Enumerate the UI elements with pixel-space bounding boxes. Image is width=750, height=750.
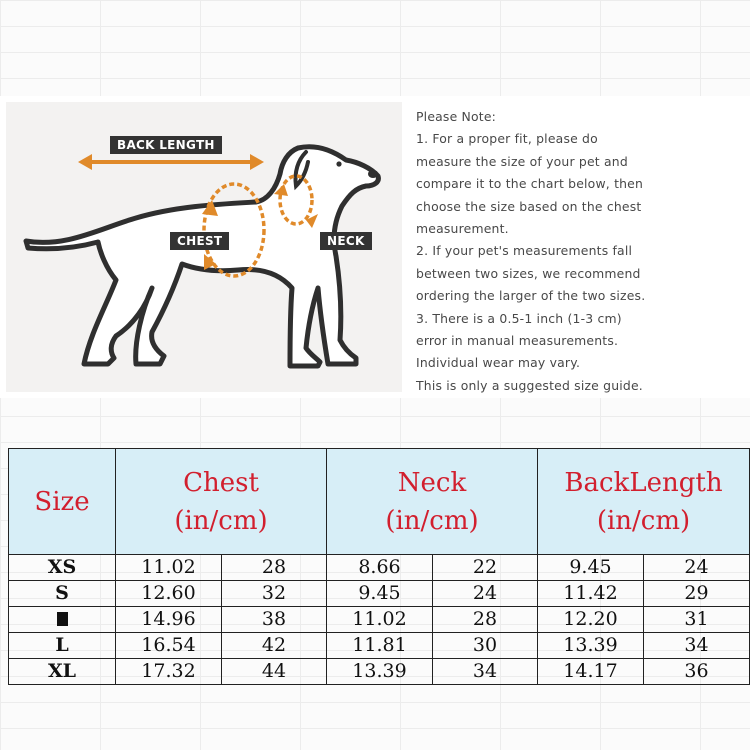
chest-header [116,449,327,555]
back-length-header [538,449,750,555]
neck-cm-cell: 24 [433,581,538,607]
table-row [9,581,750,607]
size-chart-table [8,448,750,685]
neck-in-cell: 11.02 [327,607,433,633]
size-cell: S [9,581,116,607]
note-line: 2. If your pet's measurements fall [416,243,633,259]
note-line: 1. For a proper fit, please do [416,131,598,147]
unreadable-size-glyph-icon [57,612,68,626]
chest-label: CHEST [170,232,229,250]
back-cm-cell: 31 [644,607,750,633]
neck-header-unit: (in/cm) [385,505,479,536]
neck-in-cell: 11.81 [327,633,433,659]
chest-cm-cell: 44 [222,659,327,685]
chest-header-unit: (in/cm) [174,505,268,536]
note-line: measurement. [416,221,509,237]
table-row [9,555,750,581]
size-guide-panel [0,96,750,398]
neck-header-title: Neck [397,467,467,498]
back-cm-cell: 24 [644,555,750,581]
size-cell: XS [9,555,116,581]
neck-label: NECK [320,232,372,250]
chest-in-cell: 12.60 [116,581,222,607]
size-header: Size [9,449,116,555]
neck-in-cell: 9.45 [327,581,433,607]
neck-header [327,449,538,555]
back-in-cell: 12.20 [538,607,644,633]
table-row [9,633,750,659]
chest-cm-cell: 28 [222,555,327,581]
chest-cm-cell: 32 [222,581,327,607]
chest-in-cell: 17.32 [116,659,222,685]
note-line: Individual wear may vary. [416,355,581,371]
back-in-cell: 11.42 [538,581,644,607]
neck-in-cell: 13.39 [327,659,433,685]
back-in-cell: 13.39 [538,633,644,659]
note-line: ordering the larger of the two sizes. [416,288,646,304]
neck-cm-cell: 28 [433,607,538,633]
please-note-text [416,106,746,397]
back-cm-cell: 36 [644,659,750,685]
neck-cm-cell: 30 [433,633,538,659]
chest-in-cell: 14.96 [116,607,222,633]
neck-in-cell: 8.66 [327,555,433,581]
table-row [9,607,750,633]
size-cell [9,607,116,633]
note-line: Please Note: [416,109,497,124]
neck-cm-cell: 34 [433,659,538,685]
back-length-header-title: BackLength [564,467,723,498]
table-header-row [9,449,750,555]
chest-in-cell: 16.54 [116,633,222,659]
back-length-label: BACK LENGTH [110,136,222,154]
back-cm-cell: 34 [644,633,750,659]
note-line: 3. There is a 0.5-1 inch (1-3 cm) [416,310,622,326]
chest-cm-cell: 38 [222,607,327,633]
note-line: measure the size of your pet and [416,153,628,169]
chest-header-title: Chest [183,467,259,498]
neck-cm-cell: 22 [433,555,538,581]
dog-measurement-diagram [6,102,402,392]
note-line: compare it to the chart below, then [416,176,644,192]
size-cell: L [9,633,116,659]
chest-in-cell: 11.02 [116,555,222,581]
table-row [9,659,750,685]
chest-cm-cell: 42 [222,633,327,659]
back-cm-cell: 29 [644,581,750,607]
back-in-cell: 9.45 [538,555,644,581]
note-line: error in manual measurements. [416,333,619,349]
note-line: This is only a suggested size guide. [416,377,643,393]
back-length-header-unit: (in/cm) [596,505,691,536]
size-cell: XL [9,659,116,685]
note-line: between two sizes, we recommend [416,265,641,281]
back-in-cell: 14.17 [538,659,644,685]
note-line: choose the size based on the chest [416,198,642,214]
